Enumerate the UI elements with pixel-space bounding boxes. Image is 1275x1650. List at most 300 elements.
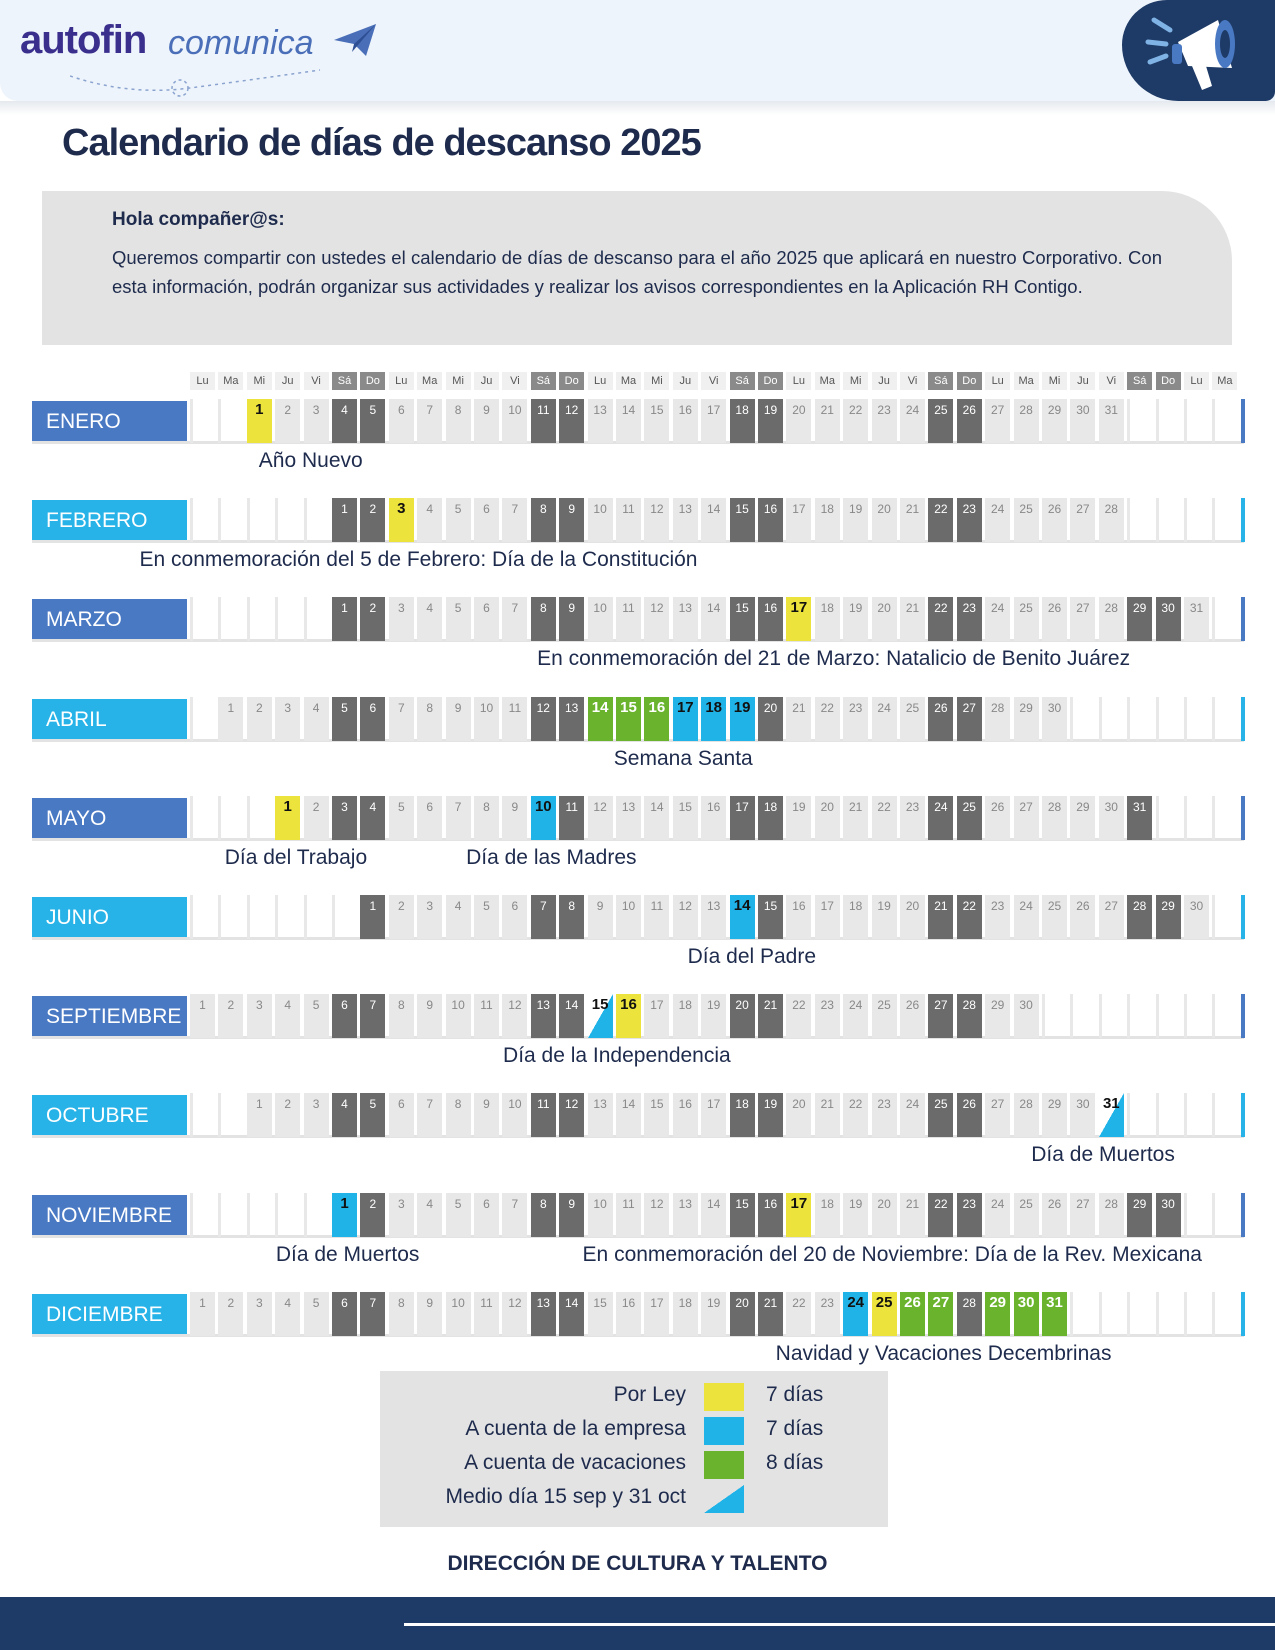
day-cell: 13 [701, 895, 726, 939]
day-cell: 7 [531, 895, 556, 939]
day-cell: 22 [786, 1292, 811, 1336]
day-cell: 3 [389, 498, 414, 542]
day-cell: 1 [332, 498, 357, 542]
month-end-bar [1241, 399, 1245, 443]
day-cell: 19 [730, 697, 755, 741]
month-end-bar [1241, 1292, 1245, 1336]
day-cell: 8 [531, 498, 556, 542]
day-cell: 27 [1070, 498, 1095, 542]
day-cell: 9 [588, 895, 613, 939]
day-cell: 12 [531, 697, 556, 741]
day-cell: 11 [531, 399, 556, 443]
footer-title: DIRECCIÓN DE CULTURA Y TALENTO [447, 1552, 828, 1575]
empty-day [1127, 697, 1152, 741]
day-cell: 19 [758, 1093, 783, 1137]
day-header: Sá [730, 372, 755, 390]
day-cell: 10 [474, 697, 499, 741]
empty-day [275, 597, 300, 641]
legend-swatch-ley [704, 1383, 744, 1411]
empty-day [218, 597, 243, 641]
day-cell: 8 [446, 399, 471, 443]
day-cell: 26 [957, 399, 982, 443]
day-cell: 12 [644, 597, 669, 641]
holiday-note: Navidad y Vacaciones Decembrinas [775, 1341, 1112, 1365]
empty-day [247, 498, 272, 542]
legend-label-vacaciones: A cuenta de vacaciones [464, 1451, 686, 1474]
day-cell: 25 [900, 697, 925, 741]
day-cell: 23 [843, 697, 868, 741]
day-cell: 2 [218, 994, 243, 1038]
day-cell: 5 [332, 697, 357, 741]
day-cell: 4 [417, 597, 442, 641]
day-cell: 20 [730, 994, 755, 1038]
empty-day [218, 498, 243, 542]
day-header: Lu [190, 372, 215, 390]
intro-box [42, 191, 1232, 345]
month-end-bar [1241, 697, 1245, 741]
day-header: Mi [644, 372, 669, 390]
day-cell: 31 [1099, 1093, 1124, 1137]
day-cell: 4 [417, 1193, 442, 1237]
day-cell: 8 [559, 895, 584, 939]
day-cell: 17 [786, 498, 811, 542]
day-cell: 27 [985, 1093, 1010, 1137]
day-cell: 23 [815, 1292, 840, 1336]
day-cell: 11 [474, 1292, 499, 1336]
empty-day [1042, 994, 1067, 1038]
day-header: Ma [815, 372, 840, 390]
day-cell: 11 [616, 1193, 641, 1237]
page-title: Calendario de días de descanso 2025 [62, 122, 701, 164]
day-cell: 29 [1042, 1093, 1067, 1137]
day-cell: 13 [673, 597, 698, 641]
day-cell: 15 [588, 1292, 613, 1336]
intro-text: Queremos compartir con ustedes el calendario de días de descanso para el año 2025 que aplicará en nuestro Corporativo. Con esta información, podrán organizar sus actividades y realizar los avisos correspondientes en la Aplicación RH Contigo. [112, 247, 1162, 297]
day-cell: 24 [900, 1093, 925, 1137]
empty-day [190, 399, 215, 443]
day-cell: 27 [1070, 597, 1095, 641]
day-cell: 10 [588, 1193, 613, 1237]
day-cell: 29 [985, 1292, 1010, 1336]
empty-day [1127, 498, 1152, 542]
empty-day [1156, 399, 1181, 443]
day-cell: 26 [900, 1292, 925, 1336]
day-cell: 20 [758, 697, 783, 741]
empty-day [1070, 994, 1095, 1038]
day-cell: 9 [417, 994, 442, 1038]
day-cell: 29 [1014, 697, 1039, 741]
day-cell: 9 [446, 697, 471, 741]
legend [380, 1371, 888, 1527]
day-cell: 10 [502, 1093, 527, 1137]
day-cell: 26 [957, 1093, 982, 1137]
day-cell: 20 [786, 399, 811, 443]
day-cell: 18 [815, 597, 840, 641]
day-cell: 22 [843, 1093, 868, 1137]
day-cell: 6 [332, 1292, 357, 1336]
day-cell: 24 [843, 994, 868, 1038]
day-cell: 26 [1042, 1193, 1067, 1237]
month-end-bar [1241, 796, 1245, 840]
day-cell: 1 [332, 1193, 357, 1237]
day-cell: 28 [1099, 498, 1124, 542]
month-label-junio: JUNIO [32, 897, 187, 937]
day-cell: 23 [872, 399, 897, 443]
day-cell: 28 [1127, 895, 1152, 939]
day-cell: 14 [730, 895, 755, 939]
empty-day [304, 895, 329, 939]
day-cell: 22 [928, 1193, 953, 1237]
month-end-bar [1241, 597, 1245, 641]
month-label-diciembre: DICIEMBRE [32, 1294, 187, 1334]
day-header: Do [957, 372, 982, 390]
day-cell: 6 [474, 597, 499, 641]
legend-swatch-medio-dia [704, 1485, 744, 1513]
logo-wordmark: autofin [20, 18, 147, 62]
day-cell: 27 [1070, 1193, 1095, 1237]
month-label-noviembre: NOVIEMBRE [32, 1195, 187, 1235]
day-cell: 1 [190, 994, 215, 1038]
day-cell: 16 [758, 498, 783, 542]
day-cell: 2 [275, 399, 300, 443]
day-cell: 13 [616, 796, 641, 840]
day-cell: 22 [957, 895, 982, 939]
day-cell: 14 [559, 1292, 584, 1336]
day-cell: 3 [417, 895, 442, 939]
legend-label-medio-dia: Medio día 15 sep y 31 oct [445, 1485, 686, 1508]
day-cell: 5 [446, 597, 471, 641]
day-cell: 20 [872, 1193, 897, 1237]
day-cell: 21 [815, 399, 840, 443]
day-cell: 5 [446, 498, 471, 542]
day-cell: 8 [389, 994, 414, 1038]
day-cell: 1 [247, 399, 272, 443]
empty-day [1070, 697, 1095, 741]
empty-day [1099, 697, 1124, 741]
day-cell: 23 [957, 498, 982, 542]
day-cell: 21 [900, 498, 925, 542]
day-cell: 15 [730, 597, 755, 641]
day-cell: 16 [786, 895, 811, 939]
day-cell: 3 [304, 399, 329, 443]
day-cell: 1 [190, 1292, 215, 1336]
day-cell: 28 [1099, 1193, 1124, 1237]
day-cell: 7 [502, 498, 527, 542]
day-cell: 1 [247, 1093, 272, 1137]
empty-day [1156, 498, 1181, 542]
day-cell: 8 [446, 1093, 471, 1137]
holiday-note: En conmemoración del 5 de Febrero: Día de la Constitución [139, 548, 698, 572]
day-cell: 14 [701, 498, 726, 542]
day-cell: 16 [758, 1193, 783, 1237]
empty-day [1212, 1093, 1237, 1137]
day-cell: 20 [900, 895, 925, 939]
day-cell: 16 [644, 697, 669, 741]
day-cell: 24 [1014, 895, 1039, 939]
day-header: Vi [502, 372, 527, 390]
day-header: Do [360, 372, 385, 390]
empty-day [218, 796, 243, 840]
day-cell: 17 [786, 597, 811, 641]
empty-day [304, 498, 329, 542]
day-cell: 22 [843, 399, 868, 443]
day-cell: 10 [446, 994, 471, 1038]
day-cell: 18 [730, 399, 755, 443]
day-cell: 4 [332, 399, 357, 443]
day-cell: 26 [1042, 597, 1067, 641]
day-cell: 28 [1099, 597, 1124, 641]
holiday-note: En conmemoración del 20 de Noviembre: Día de la Rev. Mexicana [582, 1242, 1202, 1266]
empty-day [1127, 994, 1152, 1038]
day-cell: 8 [417, 697, 442, 741]
day-cell: 16 [616, 994, 641, 1038]
empty-day [275, 1193, 300, 1237]
day-cell: 11 [616, 597, 641, 641]
day-cell: 26 [1042, 498, 1067, 542]
day-cell: 14 [701, 597, 726, 641]
day-cell: 12 [673, 895, 698, 939]
day-cell: 25 [872, 1292, 897, 1336]
day-cell: 27 [928, 1292, 953, 1336]
day-cell: 28 [957, 1292, 982, 1336]
holiday-note: En conmemoración del 21 de Marzo: Natalicio de Benito Juárez [537, 647, 1131, 671]
day-cell: 2 [218, 1292, 243, 1336]
empty-day [218, 399, 243, 443]
day-cell: 30 [1099, 796, 1124, 840]
day-cell: 11 [502, 697, 527, 741]
empty-day [1127, 1292, 1152, 1336]
holiday-note: Día de las Madres [466, 845, 637, 869]
day-cell: 30 [1014, 1292, 1039, 1336]
day-cell: 18 [730, 1093, 755, 1137]
day-cell: 9 [417, 1292, 442, 1336]
empty-day [1212, 1193, 1237, 1237]
empty-day [1212, 895, 1237, 939]
day-cell: 2 [360, 498, 385, 542]
day-cell: 14 [701, 1193, 726, 1237]
dotted-trail-icon [70, 66, 350, 106]
day-cell: 6 [474, 1193, 499, 1237]
page-header [0, 0, 1275, 101]
day-cell: 19 [786, 796, 811, 840]
day-cell: 27 [928, 994, 953, 1038]
day-cell: 18 [758, 796, 783, 840]
month-label-abril: ABRIL [32, 699, 187, 739]
empty-day [190, 1093, 215, 1137]
day-cell: 3 [389, 597, 414, 641]
day-cell: 31 [1042, 1292, 1067, 1336]
day-cell: 26 [1070, 895, 1095, 939]
day-header: Ma [1014, 372, 1039, 390]
empty-day [1184, 697, 1209, 741]
day-cell: 29 [1156, 895, 1181, 939]
day-cell: 30 [1070, 399, 1095, 443]
day-cell: 18 [843, 895, 868, 939]
day-cell: 5 [389, 796, 414, 840]
day-cell: 4 [275, 1292, 300, 1336]
day-cell: 20 [786, 1093, 811, 1137]
day-cell: 5 [446, 1193, 471, 1237]
day-cell: 14 [616, 1093, 641, 1137]
day-cell: 9 [502, 796, 527, 840]
day-cell: 9 [559, 1193, 584, 1237]
day-cell: 7 [360, 1292, 385, 1336]
day-cell: 2 [389, 895, 414, 939]
month-label-mayo: MAYO [32, 798, 187, 838]
day-header: Ju [673, 372, 698, 390]
day-cell: 21 [843, 796, 868, 840]
month-end-bar [1241, 994, 1245, 1038]
day-cell: 13 [673, 1193, 698, 1237]
empty-day [190, 697, 215, 741]
day-cell: 7 [446, 796, 471, 840]
day-cell: 17 [644, 1292, 669, 1336]
day-cell: 25 [1014, 597, 1039, 641]
day-cell: 5 [304, 1292, 329, 1336]
day-cell: 18 [673, 994, 698, 1038]
empty-day [1070, 1292, 1095, 1336]
day-header: Ma [417, 372, 442, 390]
day-cell: 5 [360, 1093, 385, 1137]
day-cell: 8 [531, 597, 556, 641]
day-cell: 11 [531, 1093, 556, 1137]
empty-day [304, 597, 329, 641]
day-cell: 12 [502, 994, 527, 1038]
day-cell: 4 [417, 498, 442, 542]
empty-day [1156, 796, 1181, 840]
month-label-septiembre: SEPTIEMBRE [32, 996, 187, 1036]
day-cell: 27 [1014, 796, 1039, 840]
day-cell: 20 [872, 498, 897, 542]
day-cell: 3 [247, 994, 272, 1038]
day-cell: 28 [1042, 796, 1067, 840]
day-cell: 1 [332, 597, 357, 641]
month-end-bar [1241, 1093, 1245, 1137]
day-cell: 13 [673, 498, 698, 542]
empty-day [1156, 1292, 1181, 1336]
day-cell: 10 [531, 796, 556, 840]
month-label-febrero: FEBRERO [32, 500, 187, 540]
day-cell: 4 [275, 994, 300, 1038]
empty-day [275, 895, 300, 939]
day-cell: 5 [474, 895, 499, 939]
megaphone-icon [1140, 6, 1250, 96]
day-cell: 19 [843, 498, 868, 542]
day-cell: 19 [701, 1292, 726, 1336]
empty-day [1212, 498, 1237, 542]
day-cell: 8 [531, 1193, 556, 1237]
empty-day [190, 597, 215, 641]
day-cell: 29 [1127, 1193, 1152, 1237]
empty-day [218, 1093, 243, 1137]
day-cell: 14 [644, 796, 669, 840]
legend-label-ley: Por Ley [613, 1383, 686, 1406]
day-cell: 4 [304, 697, 329, 741]
day-cell: 11 [559, 796, 584, 840]
day-cell: 6 [417, 796, 442, 840]
day-header: Ma [218, 372, 243, 390]
day-cell: 2 [304, 796, 329, 840]
day-cell: 12 [559, 399, 584, 443]
day-cell: 17 [701, 1093, 726, 1137]
day-cell: 10 [446, 1292, 471, 1336]
day-cell: 3 [332, 796, 357, 840]
day-header: Ma [1212, 372, 1237, 390]
day-cell: 14 [559, 994, 584, 1038]
day-cell: 6 [502, 895, 527, 939]
day-cell: 1 [218, 697, 243, 741]
day-cell: 9 [559, 597, 584, 641]
empty-day [332, 895, 357, 939]
month-label-marzo: MARZO [32, 599, 187, 639]
empty-day [247, 796, 272, 840]
day-cell: 21 [928, 895, 953, 939]
day-header: Lu [985, 372, 1010, 390]
day-cell: 7 [417, 1093, 442, 1137]
day-cell: 26 [928, 697, 953, 741]
day-cell: 19 [758, 399, 783, 443]
day-cell: 29 [1070, 796, 1095, 840]
day-cell: 29 [1042, 399, 1067, 443]
legend-count-vacaciones: 8 días [766, 1451, 824, 1474]
empty-day [1156, 994, 1181, 1038]
day-cell: 16 [701, 796, 726, 840]
day-header: Lu [389, 372, 414, 390]
empty-day [247, 895, 272, 939]
day-cell: 15 [758, 895, 783, 939]
day-cell: 5 [304, 994, 329, 1038]
day-cell: 25 [1014, 1193, 1039, 1237]
day-cell: 16 [758, 597, 783, 641]
day-cell: 6 [360, 697, 385, 741]
empty-day [1156, 697, 1181, 741]
empty-day [190, 498, 215, 542]
empty-day [247, 1193, 272, 1237]
day-cell: 3 [304, 1093, 329, 1137]
day-cell: 23 [900, 796, 925, 840]
day-cell: 19 [701, 994, 726, 1038]
day-cell: 19 [843, 597, 868, 641]
day-cell: 10 [588, 597, 613, 641]
day-cell: 25 [957, 796, 982, 840]
day-cell: 16 [616, 1292, 641, 1336]
day-cell: 13 [559, 697, 584, 741]
megaphone-banner [1122, 0, 1275, 101]
day-cell: 7 [502, 597, 527, 641]
day-cell: 22 [786, 994, 811, 1038]
empty-day [1212, 994, 1237, 1038]
day-cell: 15 [588, 994, 613, 1038]
day-cell: 8 [389, 1292, 414, 1336]
day-cell: 23 [957, 597, 982, 641]
empty-day [1212, 597, 1237, 641]
day-cell: 17 [701, 399, 726, 443]
day-cell: 19 [843, 1193, 868, 1237]
day-cell: 15 [730, 498, 755, 542]
empty-day [304, 1193, 329, 1237]
day-cell: 19 [872, 895, 897, 939]
day-cell: 30 [1070, 1093, 1095, 1137]
empty-day [190, 1193, 215, 1237]
day-header: Ju [474, 372, 499, 390]
day-cell: 14 [588, 697, 613, 741]
day-cell: 21 [815, 1093, 840, 1137]
day-cell: 18 [673, 1292, 698, 1336]
day-cell: 21 [758, 994, 783, 1038]
day-cell: 21 [786, 697, 811, 741]
holiday-note: Año Nuevo [258, 449, 363, 472]
day-cell: 9 [559, 498, 584, 542]
